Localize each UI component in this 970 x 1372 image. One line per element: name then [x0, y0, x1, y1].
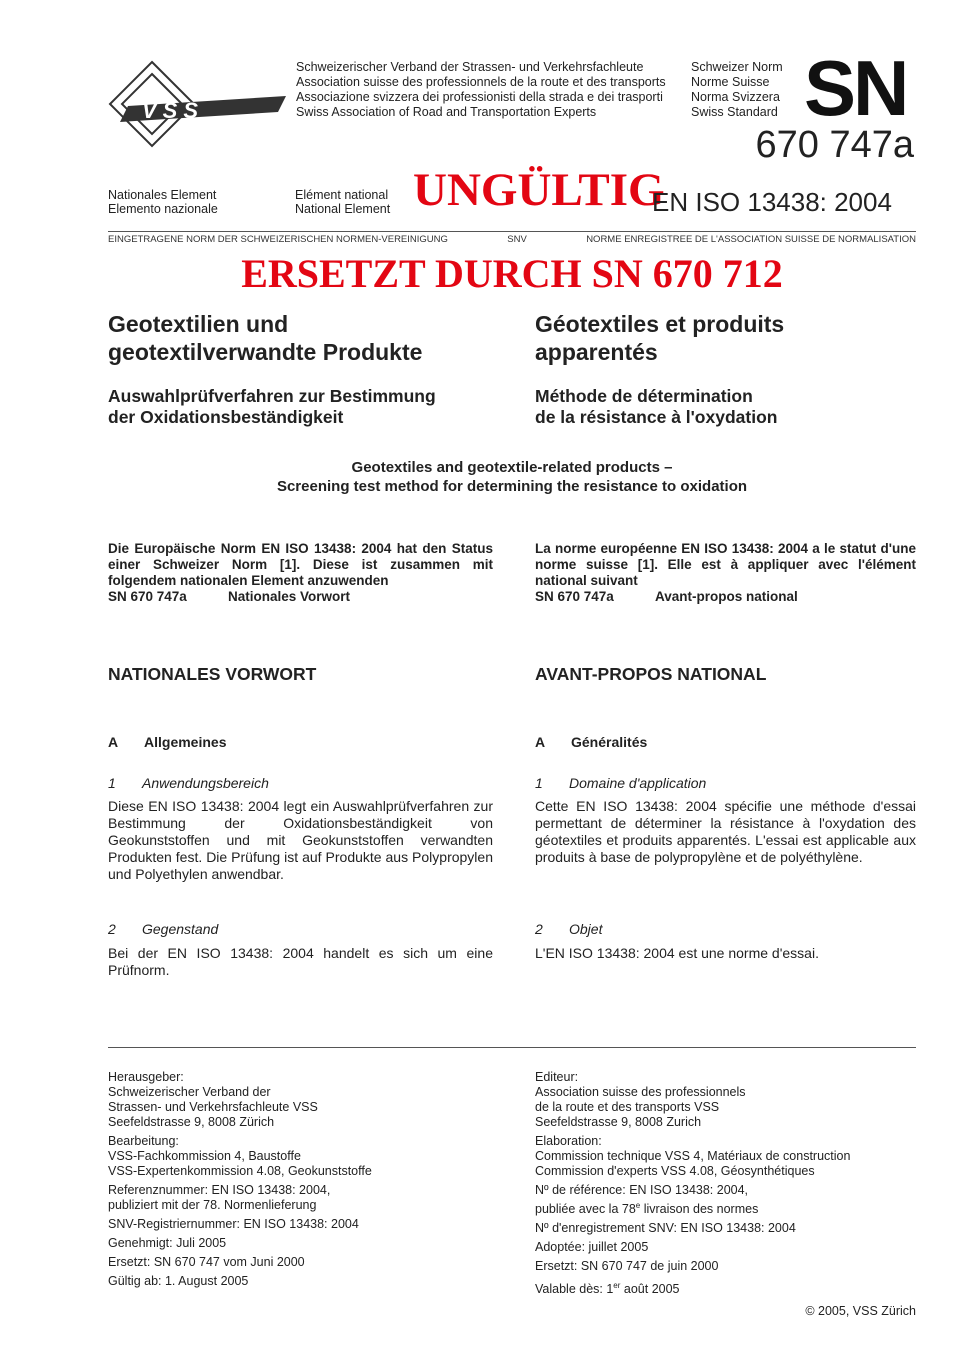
imprint-line: Ersetzt: SN 670 747 de juin 2000	[535, 1259, 719, 1274]
scope-text-fr: Cette EN ISO 13438: 2004 spécifie une méthode d'essai permettant de déterminer la résistance à l'oxydation des géotextiles et produits apparentés. L'essai est applicable aux produits à base de polypropylène et de polyéthylène.	[535, 798, 916, 865]
superscript: e	[635, 1201, 641, 1210]
imprint-line: Nº d'enregistrement SNV: EN ISO 13438: 2004	[535, 1221, 796, 1236]
organization-names	[296, 60, 666, 120]
imprint-line	[535, 1198, 916, 1217]
subsection-number: 2	[108, 921, 116, 937]
subsection-label: Objet	[569, 921, 603, 937]
imprint-line: VSS-Fachkommission 4, Baustoffe	[108, 1149, 301, 1163]
imprint-line: Seefeldstrasse 9, 8008 Zurich	[535, 1115, 702, 1129]
section-a-fr	[535, 733, 647, 751]
title-line: geotextilverwandte Produkte	[108, 339, 423, 365]
norm-label: Swiss Standard	[691, 105, 778, 119]
status-fr	[535, 541, 916, 605]
status-ref-row	[535, 589, 916, 605]
subsection-1-de	[108, 774, 269, 792]
org-line: Associazione svizzera dei professionisti della strada e dei trasporti	[296, 90, 663, 104]
en-iso-reference: EN ISO 13438: 2004	[652, 187, 892, 217]
imprint-line: VSS-Expertenkommission 4.08, Geokunststoffe	[108, 1164, 372, 1178]
imprint-label: Elaboration:	[535, 1134, 602, 1148]
imprint-divider	[108, 1047, 916, 1048]
superscript: er	[613, 1281, 621, 1291]
subtitle-line: Méthode de détermination	[535, 386, 753, 406]
label-line: Nationales Element	[108, 188, 217, 202]
vss-logo-text: VSS	[142, 98, 205, 123]
org-line: Swiss Association of Road and Transportation Experts	[296, 105, 597, 119]
national-element-label-mid	[295, 188, 390, 216]
imprint-de	[108, 1070, 508, 1289]
imprint-line: Nº de référence: EN ISO 13438: 2004,	[535, 1183, 749, 1197]
imprint-line	[535, 1278, 916, 1297]
subtitle-fr	[535, 386, 915, 428]
subtitle-line: der Oxidationsbeständigkeit	[108, 407, 344, 427]
title-line: Geotextilien und	[108, 311, 289, 337]
subsection-number: 1	[535, 775, 543, 791]
registry-left: EINGETRAGENE NORM DER SCHWEIZERISCHEN NORMEN-VEREINIGUNG	[108, 234, 448, 245]
subtitle-line: de la résistance à l'oxydation	[535, 407, 778, 427]
label-line: National Element	[295, 202, 391, 216]
section-a-de	[108, 733, 226, 751]
copyright: © 2005, VSS Zürich	[805, 1304, 916, 1318]
section-label: Généralités	[571, 734, 648, 750]
imprint-line: Commission technique VSS 4, Matériaux de construction	[535, 1149, 851, 1163]
scope-text-de: Diese EN ISO 13438: 2004 legt ein Auswahlprüfverfahren zur Bestimmung der Oxidationsbeständigkeit von Geokunststoffen und mit Geokunststoffen verwandten Produkten fest. Die Prüfung ist auf Produkte aus Polypropylen und Polyethylen anwendbar.	[108, 798, 493, 882]
imprint-line: Seefeldstrasse 9, 8008 Zürich	[108, 1115, 275, 1129]
label-line: Elemento nazionale	[108, 202, 218, 216]
status-ref: SN 670 747a	[108, 589, 187, 604]
title-de	[108, 310, 508, 366]
subtitle-line: Auswahlprüfverfahren zur Bestimmung	[108, 386, 436, 406]
imprint-line: Adoptée: juillet 2005	[535, 1240, 649, 1255]
subsection-label: Gegenstand	[142, 921, 219, 937]
imprint-line: Strassen- und Verkehrsfachleute VSS	[108, 1100, 318, 1114]
imprint-line: SNV-Registriernummer: EN ISO 13438: 2004	[108, 1217, 359, 1231]
imprint-label: Herausgeber:	[108, 1070, 184, 1084]
registry-mid: SNV	[507, 234, 527, 245]
title-line: Géotextiles et produits	[535, 311, 785, 337]
norm-label: Norme Suisse	[691, 75, 770, 89]
foreword-heading-de: NATIONALES VORWORT	[108, 664, 317, 684]
title-line: apparentés	[535, 339, 658, 365]
imprint-fr	[535, 1070, 916, 1297]
label-line: Elément national	[295, 188, 389, 202]
imprint-label: Editeur:	[535, 1070, 579, 1084]
imprint-line: Schweizerischer Verband der	[108, 1085, 271, 1099]
subsection-2-de	[108, 920, 218, 938]
vss-logo	[108, 60, 288, 155]
subsection-label: Domaine d'application	[569, 775, 707, 791]
subsection-1-fr	[535, 774, 706, 792]
status-ref-label: Avant-propos national	[655, 589, 798, 604]
text-part: Valable dès: 1	[535, 1282, 614, 1297]
imprint-line: Referenznummer: EN ISO 13438: 2004,	[108, 1183, 331, 1197]
subject-text-de: Bei der EN ISO 13438: 2004 handelt es sich um eine Prüfnorm.	[108, 945, 493, 978]
imprint-line: Genehmigt: Juli 2005	[108, 1236, 227, 1250]
text-part: août 2005	[620, 1282, 680, 1297]
status-text: La norme européenne EN ISO 13438: 2004 a le statut d'une norme suisse [1]. Elle est à appliquer avec l'élément national suivant	[535, 541, 916, 588]
status-text: Die Europäische Norm EN ISO 13438: 2004 hat den Status einer Schweizer Norm [1]. Diese ist zusammen mit folgendem nationalen Element anzuwenden	[108, 541, 493, 588]
national-element-label-left	[108, 188, 218, 216]
registry-line	[108, 234, 916, 245]
registry-right: NORME ENREGISTREE DE L'ASSOCIATION SUISSE DE NORMALISATION	[586, 234, 916, 245]
imprint-label: Bearbeitung:	[108, 1134, 179, 1148]
title-line: Screening test method for determining the resistance to oxidation	[276, 478, 748, 495]
status-ref-label: Nationales Vorwort	[228, 589, 351, 604]
org-line: Association suisse des professionnels de la route et des transports	[296, 75, 666, 89]
imprint-line: Association suisse des professionnels	[535, 1085, 746, 1099]
text-part: publiée avec la 78	[535, 1202, 636, 1217]
subsection-label: Anwendungsbereich	[142, 775, 269, 791]
section-letter: A	[108, 734, 119, 750]
foreword-heading-fr: AVANT-PROPOS NATIONAL	[535, 664, 767, 684]
subtitle-de	[108, 386, 508, 428]
imprint-line: Ersetzt: SN 670 747 vom Juni 2000	[108, 1255, 305, 1269]
title-line: Geotextiles and geotextile-related products –	[351, 459, 673, 476]
header-divider	[108, 231, 916, 232]
replaced-stamp: ERSETZT DURCH SN 670 712	[241, 251, 783, 296]
subject-text-fr: L'EN ISO 13438: 2004 est une norme d'essai.	[535, 945, 819, 961]
section-letter: A	[535, 734, 546, 750]
title-fr	[535, 310, 915, 366]
status-ref: SN 670 747a	[535, 589, 614, 604]
subsection-2-fr	[535, 920, 602, 938]
org-line: Schweizerischer Verband der Strassen- und Verkehrsfachleute	[296, 60, 644, 74]
imprint-line: publiziert mit der 78. Normenlieferung	[108, 1198, 317, 1212]
status-ref-row	[108, 589, 493, 605]
text-part: livraison des normes	[640, 1202, 759, 1217]
norm-labels	[691, 60, 783, 120]
imprint-line: Gültig ab: 1. August 2005	[108, 1274, 249, 1288]
norm-label: Schweizer Norm	[691, 60, 783, 74]
standard-number: 670 747a	[755, 124, 914, 166]
title-en	[108, 458, 916, 496]
norm-label: Norma Svizzera	[691, 90, 780, 104]
imprint-line: Commission d'experts VSS 4.08, Géosynthétiques	[535, 1164, 815, 1178]
subsection-number: 2	[535, 921, 543, 937]
imprint-line: de la route et des transports VSS	[535, 1100, 720, 1114]
sn-mark: SN	[804, 44, 907, 132]
subsection-number: 1	[108, 775, 116, 791]
invalid-stamp: UNGÜLTIG	[413, 164, 665, 216]
status-de	[108, 541, 493, 605]
section-label: Allgemeines	[144, 734, 227, 750]
